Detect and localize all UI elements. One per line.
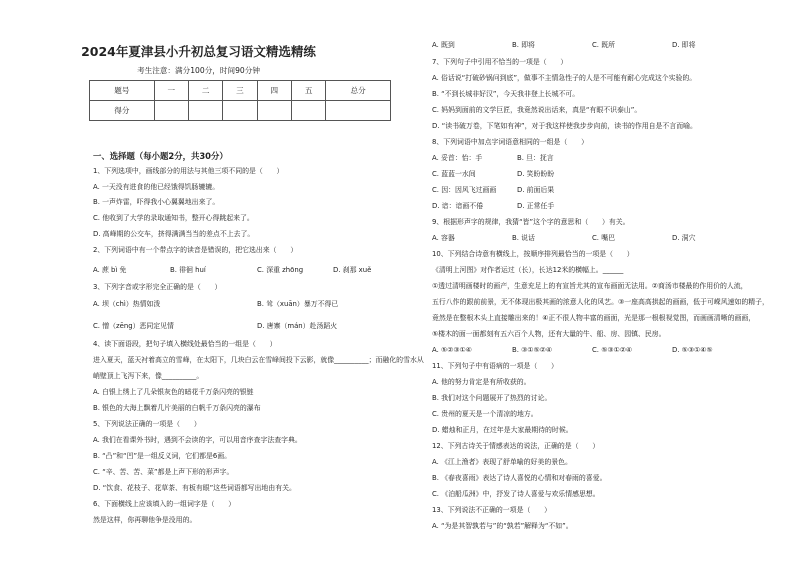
question-line: 12、下列古诗关于情感表达的说法，正确的是（ ） [432,442,600,450]
score-cell: 一 [154,81,188,101]
option: C. 蓝蓝一水间 [432,170,476,178]
option: A. ⑤②③①④ [432,346,472,354]
score-cell: 三 [223,81,257,101]
option: B. ③①⑤②④ [512,346,552,354]
option: D. 正常任手 [517,202,555,210]
question-line: B. “凸”和“凹”是一组反义词，它们都是6画。 [93,452,232,460]
option: B. 说话 [512,234,535,242]
question-line: A. 《江上渔者》表现了舒单喻的好美的景色。 [432,458,572,466]
option: D. 谙：谙画不倦 [432,202,484,210]
question-line: B. 我们对这个问题展开了热烈的讨论。 [432,394,552,402]
option: C. 嘴巴 [592,234,615,242]
question-line: 8、下列词语中加点字词语意相同的一组是（ ） [432,138,588,146]
option: A. 既到 [432,41,455,49]
question-line: D. “饮食、花枝子、花草茶、有板有眼”这些词语都写出地由有关。 [93,484,296,492]
score-cell: 题号 [90,81,155,101]
score-cell [257,101,291,121]
option: D. 唐寨（mán）赴汤蹈火 [257,322,338,330]
option: D. 笑盼盼盼 [517,170,555,178]
question-line: ①透过清明画楼时的画产，生意充足上的有宣旨尤其的宣布画面无法用。②商汤市楼最的作用价的人流， [432,282,748,290]
score-table-score-row [90,101,391,121]
question-line: D. 蜡烛和正月，在过年是大家最期待的时候。 [432,426,573,434]
question-line: 7、下列句子中引用不恰当的一项是（ ） [432,58,568,66]
question-line: A. 他的努力肯定是有所收获的。 [432,378,531,386]
question-line: B. 《春夜喜雨》表达了诗人喜悦的心情和对春雨的喜爱。 [432,474,607,482]
question-line: 13、下列说法不正确的一项是（ ） [432,506,552,514]
question-line: B. 银色的大海上飘着几片美丽的白帆千万条闪亮的瀑布 [93,404,261,412]
question-line: 9、根据形声字的规律，我猜“皆”这个字的意思和（ ）有关。 [432,218,630,226]
option: B. 即将 [512,41,535,49]
score-cell: 得分 [90,101,155,121]
question-line: 5、下列说法正确的一项是（ ） [93,420,201,428]
score-cell: 五 [291,81,325,101]
option: B. 耸（xuān）暴万不得已 [257,300,339,308]
option: A. 妥首：怡：手 [432,154,483,162]
option: C. 因：因风飞过画画 [432,186,497,194]
exam-note: 考生注意：满分100分，时间90分钟 [137,66,260,75]
option: D. 刹那 xuě [333,266,372,274]
question-line: 10、下列结合诗意有横线上，按顺序排列最恰当的一项是（ ） [432,250,634,258]
question-line: A. 一天没有进食的他已经饿得饥肠辘辘。 [93,183,220,191]
option: A. 坝（chì）热情如泼 [93,300,161,308]
question-line: 五行八作的跟前前景，无不体现出极其画的浓意人化的风艺。③一座高高拱起的画画，低于可嵘风速如的精子， [432,298,769,306]
question-line: 2、下列词语中有一个带点字的读音是错误的，把它选出来（ ） [93,246,298,254]
question-line: A. 我们在看课外书时，遇到不会读的字，可以用音序查字法查字典。 [93,436,302,444]
question-line: 峭壁顶上飞泻下来，像__________。 [93,372,204,380]
question-line: 然是这样，你再聊他争是没用的。 [93,516,197,524]
option: D. 洞穴 [672,234,696,242]
question-line: C. “辛、苦、苦、菜”都是上声下形的形声字。 [93,468,234,476]
question-line: A. “为是其智孰若与”的“孰若”解释为“不如”。 [432,522,573,530]
option: C. ⑤③①②④ [592,346,633,354]
question-line: D. “读书破万卷，下笔如有神”，对于我这样使我步步向前，读书的作用自是不言而喻。 [432,122,697,130]
question-line: 4、读下面语段，把句子填入横线处最恰当的一组是（ ） [93,340,277,348]
question-line: 6、下面横线上应该填入的一组词字是（ ） [93,500,236,508]
question-line: C. 妈妈到面前的文学巨匠，我竟然说出话来，真是“有眼不识泰山”。 [432,106,642,114]
score-cell: 二 [188,81,222,101]
score-cell [223,101,257,121]
question-line: 进入夏天，蓝天衬着高立的雪峰，在太阳下，几块白云在雪峰间投下云影，就像__________；而融化的雪水从 [93,356,424,364]
question-line: 竟然是在整根木头上直接雕出来的！④正不很人物丰富的画面，光是那一根根视觉图，而画画清晰的画画， [432,314,756,322]
question-line: 3、下列字音或字形完全正确的是（ ） [93,283,222,291]
score-cell [291,101,325,121]
option: C. 深重 zhōng [257,266,304,274]
question-line: 1、下列选项中，画线部分的用法与其他三项不同的是（ ） [93,167,284,175]
question-line: ⑤楼木的面一面都刻有五六百个人物，还有大量的牛、船、房、园镇、民房。 [432,330,666,338]
option: B. 旦：抚言 [517,154,554,162]
score-cell: 四 [257,81,291,101]
question-line: B. “不到长城非好汉”，今天我非登上长城不可。 [432,90,580,98]
option: D. 前面后果 [517,186,555,194]
question-line: B. 一声炸雷，吓得我小心翼翼地出来了。 [93,198,220,206]
question-line: C. 他收到了大学的录取通知书，整开心得跳起来了。 [93,214,254,222]
option: C. 既所 [592,41,615,49]
score-cell [154,101,188,121]
question-line: C. 《泊船瓜洲》中，抒发了诗人喜爱与欢乐情感思想。 [432,490,600,498]
page-title: 2024年夏津县小升初总复习语文精选精练 [81,44,316,59]
question-line: A. 俗话说“打破砂锅问到底”，做事不主情急性子的人是不可能有耐心完成这个实验的。 [432,74,697,82]
option: B. 徘徊 huí [170,266,206,274]
score-cell [326,101,391,121]
option: C. 憎（zēng）恶同定见情 [93,322,174,330]
option: D. ⑤③①④⑤ [672,346,713,354]
option: A. 蔗 bì 免 [93,266,127,274]
question-line: A. 白银上绣上了几朵银灰色的暗花千万条闪亮的银链 [93,388,254,396]
section-heading: 一、选择题（每小题2分，共30分） [93,151,228,161]
score-table-header-row [90,81,391,101]
question-line: C. 贵州的夏天是一个清凉的地方。 [432,410,538,418]
question-line: 11、下列句子中有语病的一项是（ ） [432,362,558,370]
score-cell: 总分 [326,81,391,101]
option: D. 即将 [672,41,696,49]
score-table [89,80,391,121]
question-line: 《清明上河图》对作者运过（长），长达12米的横幅上。______ [432,266,624,274]
score-cell [188,101,222,121]
option: A. 容器 [432,234,455,242]
question-line: D. 高峰期的公交车，挤得满满当当的差点不上去了。 [93,230,255,238]
